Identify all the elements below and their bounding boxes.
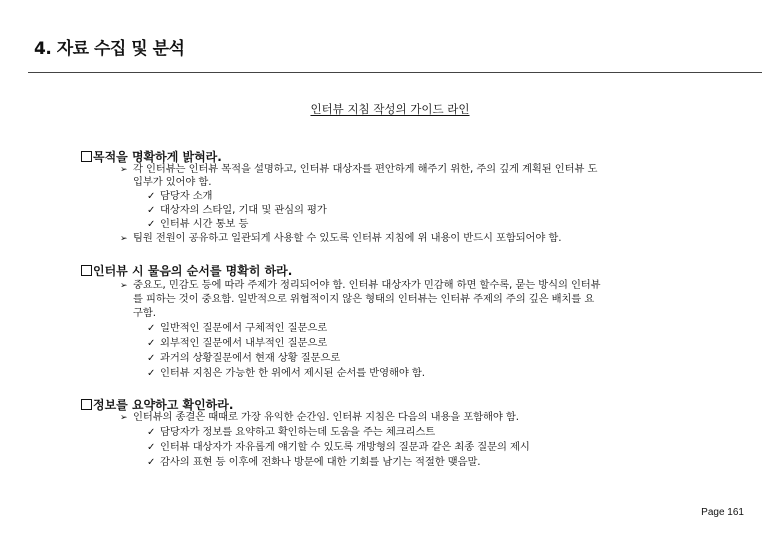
page-number: Page 161 (701, 507, 744, 518)
section-2-subitem: ✓ 일반적인 질문에서 구체적인 질문으로 (147, 322, 328, 334)
check-bullet-icon: ✓ (147, 323, 156, 334)
section-2-item-continued: 구함. (133, 307, 156, 319)
section-2-item-continued: 를 피하는 것이 중요함. 일반적으로 위협적이지 않은 형태의 인터뷰는 인터뷰 주제의 주의 깊은 배치를 요 (133, 293, 595, 305)
section-2-subitem: ✓ 외부적인 질문에서 내부적인 질문으로 (147, 337, 328, 349)
section-2-heading: 인터뷰 시 물음의 순서를 명확히 하라. (81, 262, 292, 279)
check-bullet-icon: ✓ (147, 205, 156, 216)
section-3-item: ➢ 인터뷰의 종결은 때때로 가장 유익한 순간임. 인터뷰 지침은 다음의 내용을 포함해야 함. (120, 411, 519, 423)
section-1-subitem: ✓ 대상자의 스타일, 기대 및 관심의 평가 (147, 204, 327, 216)
checkbox-bullet-icon (81, 151, 92, 162)
section-1-subitem: ✓ 담당자 소개 (147, 190, 213, 202)
section-3-subitem: ✓ 감사의 표현 등 이후에 전화나 방문에 대한 기회를 남기는 적절한 맺음말. (147, 456, 481, 468)
check-bullet-icon: ✓ (147, 442, 156, 453)
arrow-bullet-icon: ➢ (120, 281, 128, 291)
section-1-item: ➢ 각 인터뷰는 인터뷰 목적을 설명하고, 인터뷰 대상자를 편안하게 해주기 위한, 주의 깊게 계획된 인터뷰 도 (120, 163, 598, 175)
section-2-item: ➢ 중요도, 민감도 등에 따라 주제가 정리되어야 함. 인터뷰 대상자가 민감해 하면 할수록, 묻는 방식의 인터뷰 (120, 279, 601, 291)
arrow-bullet-icon: ➢ (120, 234, 128, 244)
section-1-item: ➢ 팀원 전원이 공유하고 일관되게 사용할 수 있도록 인터뷰 지침에 위 내용이 반드시 포함되어야 함. (120, 232, 562, 244)
check-bullet-icon: ✓ (147, 457, 156, 468)
check-bullet-icon: ✓ (147, 219, 156, 230)
section-1-heading: 목적을 명확하게 밝혀라. (81, 148, 222, 165)
title-divider (28, 72, 762, 73)
arrow-bullet-icon: ➢ (120, 165, 128, 175)
arrow-bullet-icon: ➢ (120, 413, 128, 423)
checkbox-bullet-icon (81, 265, 92, 276)
check-bullet-icon: ✓ (147, 338, 156, 349)
section-1-subitem: ✓ 인터뷰 시간 통보 등 (147, 218, 249, 230)
section-3-heading: 정보를 요약하고 확인하라. (81, 396, 233, 413)
page-title: 4. 자료 수집 및 분석 (34, 39, 185, 59)
document-heading: 인터뷰 지침 작성의 가이드 라인 (310, 102, 470, 116)
section-3-subitem: ✓ 담당자가 정보를 요약하고 확인하는데 도움을 주는 체크리스트 (147, 426, 436, 438)
check-bullet-icon: ✓ (147, 353, 156, 364)
check-bullet-icon: ✓ (147, 191, 156, 202)
section-2-subitem: ✓ 인터뷰 지침은 가능한 한 위에서 제시된 순서를 반영해야 함. (147, 367, 425, 379)
section-2-subitem: ✓ 과거의 상황질문에서 현재 상황 질문으로 (147, 352, 341, 364)
section-3-subitem: ✓ 인터뷰 대상자가 자유롭게 얘기할 수 있도록 개방형의 질문과 같은 최종 질문의 제시 (147, 441, 530, 453)
check-bullet-icon: ✓ (147, 368, 156, 379)
section-1-item-continued: 입부가 있어야 함. (133, 176, 212, 188)
check-bullet-icon: ✓ (147, 427, 156, 438)
checkbox-bullet-icon (81, 399, 92, 410)
